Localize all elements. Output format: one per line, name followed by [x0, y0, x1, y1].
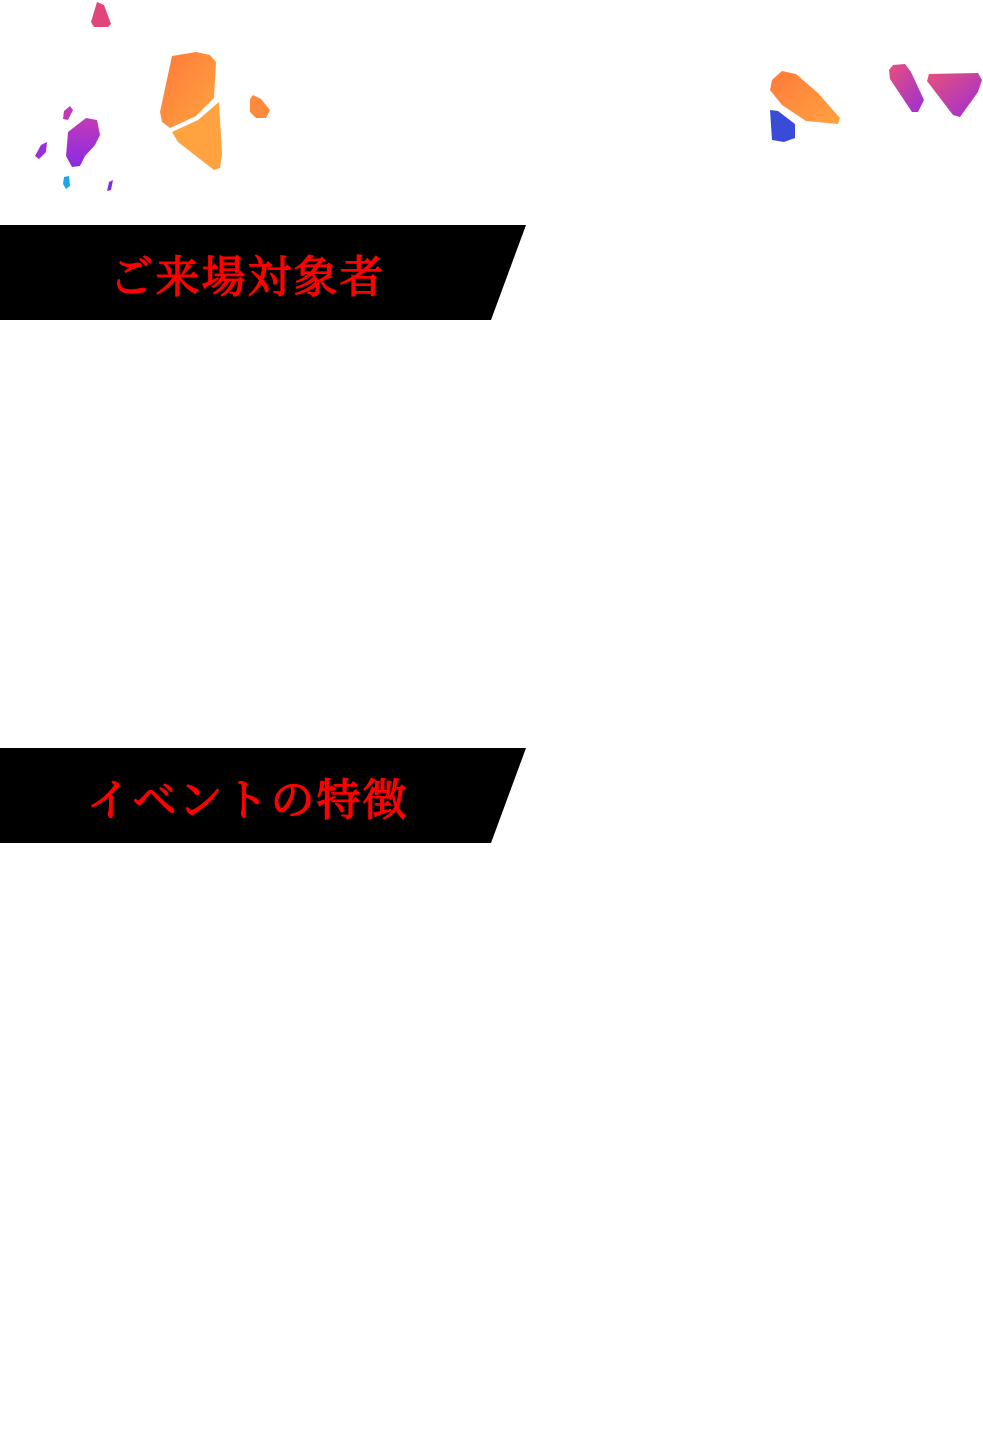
confetti-shard: [927, 73, 982, 117]
confetti-shard: [107, 180, 113, 191]
confetti-shard: [66, 118, 100, 167]
confetti-shard: [63, 106, 73, 120]
section-title: ご来場対象者: [109, 251, 386, 303]
section-header-target: [0, 225, 526, 320]
confetti-shard: [770, 110, 795, 142]
confetti-decoration: [0, 0, 983, 210]
features-content-area: [0, 843, 983, 1451]
section-header-features: [0, 748, 526, 843]
confetti-shard: [91, 2, 111, 27]
confetti-shard: [889, 64, 924, 112]
confetti-shard: [250, 95, 270, 118]
confetti-shard: [35, 142, 47, 159]
target-content-area: [0, 320, 983, 748]
section-title: イベントの特徴: [86, 774, 409, 826]
confetti-shard: [63, 176, 70, 189]
